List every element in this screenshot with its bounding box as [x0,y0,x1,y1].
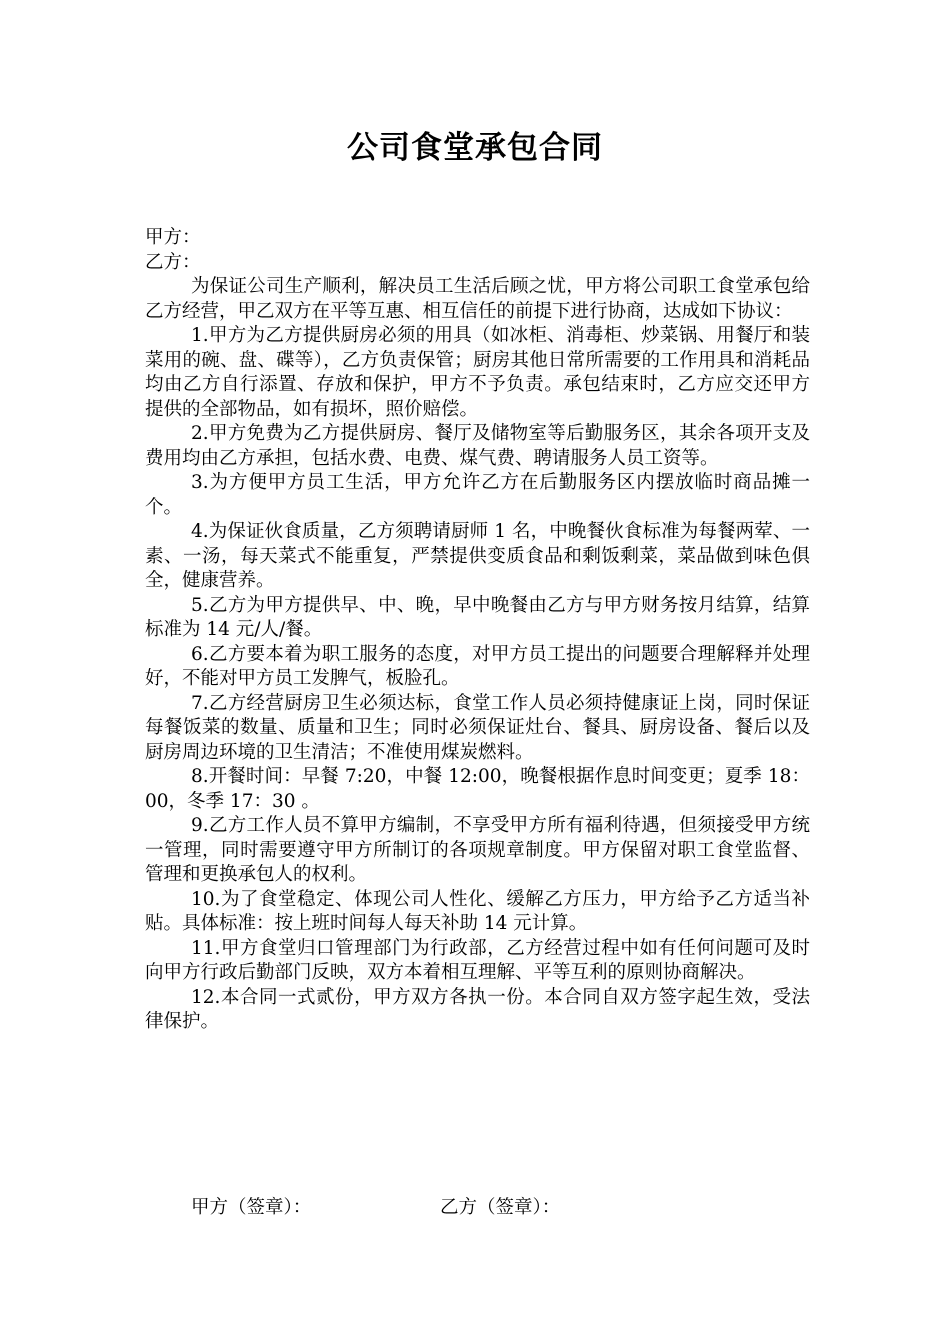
clause-8: 8.开餐时间：早餐 7:20，中餐 12:00，晚餐根据作息时间变更；夏季 18：00，冬季 17：30 。 [145,766,810,812]
clause-2: 2.甲方免费为乙方提供厨房、餐厅及储物室等后勤服务区，其余各项开支及费用均由乙方承担，包括水费、电费、煤气费、聘请服务人员工资等。 [145,423,810,469]
document-title: 公司食堂承包合同 [347,130,603,166]
signature-party-b: 乙方（签章）： [440,1197,561,1218]
party-b-line: 乙方： [145,251,201,273]
clause-11: 11.甲方食堂归口管理部门为行政部，乙方经营过程中如有任何问题可及时向甲方行政后勤部门反映，双方本着相互理解、平等互利的原则协商解决。 [145,937,810,983]
clause-6: 6.乙方要本着为职工服务的态度，对甲方员工提出的问题要合理解释并处理好，不能对甲方员工发脾气，板脸孔。 [145,643,810,689]
clause-4: 4.为保证伙食质量，乙方须聘请厨师 1 名，中晚餐伙食标准为每餐两荤、一素、一汤，每天菜式不能重复，严禁提供变质食品和剩饭剩菜，菜品做到味色俱全，健康营养。 [145,521,810,591]
clause-9: 9.乙方工作人员不算甲方编制，不享受甲方所有福利待遇，但须接受甲方统一管理，同时需要遵守甲方所制订的各项规章制度。甲方保留对职工食堂监督、管理和更换承包人的权利。 [145,815,810,885]
clause-3: 3.为方便甲方员工生活，甲方允许乙方在后勤服务区内摆放临时商品摊一个。 [145,472,810,518]
signature-party-a: 甲方（签章）： [191,1197,312,1218]
clause-5: 5.乙方为甲方提供早、中、晚，早中晚餐由乙方与甲方财务按月结算，结算标准为 14 元/人/餐。 [145,594,810,640]
party-a-line: 甲方： [145,227,201,248]
preamble-paragraph: 为保证公司生产顺利，解决员工生活后顾之忧，甲方将公司职工食堂承包给乙方经营，甲乙双方在平等互惠、相互信任的前提下进行协商，达成如下协议： [145,276,810,322]
clause-10: 10.为了食堂稳定、体现公司人性化、缓解乙方压力，甲方给予乙方适当补贴。具体标准：按上班时间每人每天补助 14 元计算。 [145,888,810,934]
clause-7: 7.乙方经营厨房卫生必须达标，食堂工作人员必须持健康证上岗，同时保证每餐饭菜的数量、质量和卫生；同时必须保证灶台、餐具、厨房设备、餐后以及厨房周边环境的卫生清洁；不准使用煤炭燃料。 [145,692,810,763]
document-body [145,226,810,1035]
clause-1: 1.甲方为乙方提供厨房必须的用具（如冰柜、消毒柜、炒菜锅、用餐厅和装菜用的碗、盘、碟等），乙方负责保管；厨房其他日常所需要的工作用具和消耗品均由乙方自行添置、存放和保护，甲方不予负责。承包结束时，乙方应交还甲方提供的全部物品，如有损坏，照价赔偿。 [145,325,810,420]
clause-12: 12.本合同一式贰份，甲方双方各执一份。本合同自双方签字起生效，受法律保护。 [145,986,810,1032]
